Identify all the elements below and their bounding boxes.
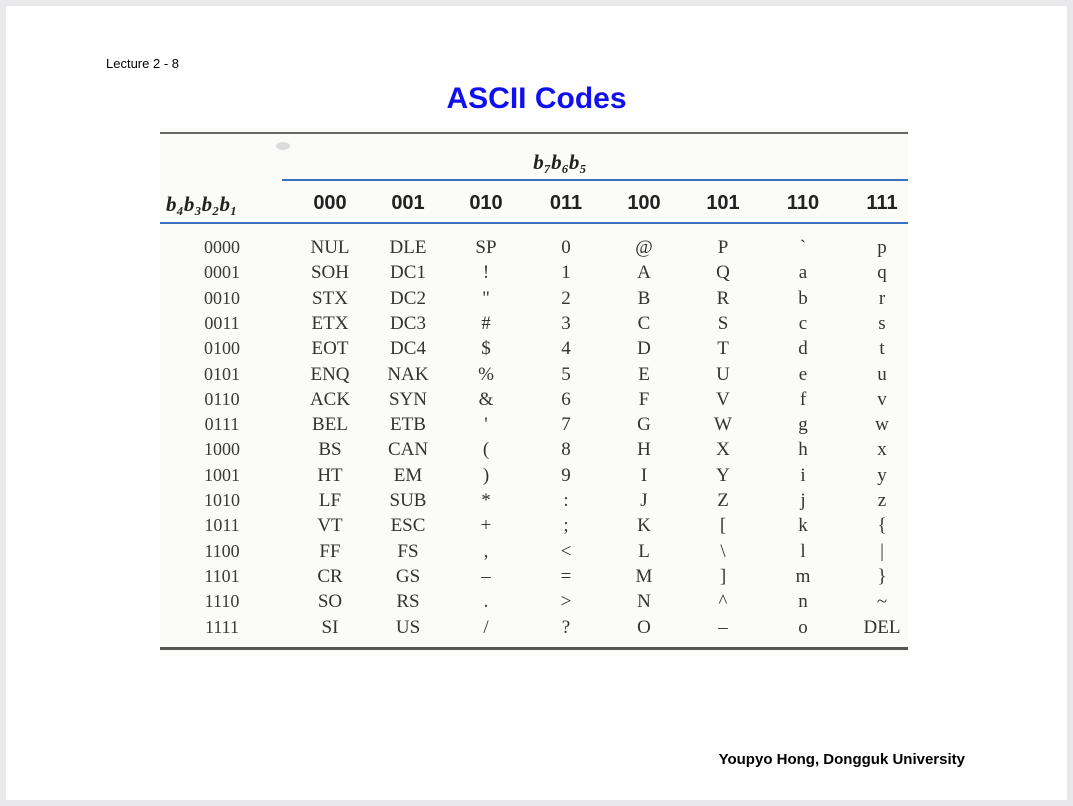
table-cell: k xyxy=(798,515,808,537)
slide-title: ASCII Codes xyxy=(446,82,627,115)
table-cell: } xyxy=(877,565,887,587)
column-header: 001 xyxy=(391,192,425,214)
footer-credit: Youpyo Hong, Dongguk University xyxy=(718,751,965,768)
table-cell: H xyxy=(637,439,651,461)
row-group-header: b₄b₃b₂b₁ xyxy=(166,192,238,216)
table-cell: : xyxy=(563,490,569,511)
table-cell: DEL xyxy=(863,616,901,638)
table-cell: F xyxy=(638,388,650,410)
table-cell: BS xyxy=(318,439,342,461)
table-cell: s xyxy=(878,312,886,334)
table-cell: u xyxy=(877,363,887,385)
table-cell: M xyxy=(635,565,653,587)
table-cell: CR xyxy=(317,565,343,587)
row-code-label: 0000 xyxy=(204,237,240,257)
table-cell: p xyxy=(877,237,887,258)
lecture-label: Lecture 2 - 8 xyxy=(106,56,179,71)
table-cell: [ xyxy=(719,515,727,537)
table-cell: ) xyxy=(482,464,490,486)
table-cell: DC2 xyxy=(390,287,426,309)
table-cell: 7 xyxy=(561,414,571,436)
table-cell: DC1 xyxy=(390,262,426,284)
scan-smudge xyxy=(276,142,290,150)
table-cell: B xyxy=(637,287,651,309)
table-cell: D xyxy=(637,338,651,360)
table-cell: * xyxy=(481,490,491,511)
row-code-label: 1000 xyxy=(204,439,240,460)
table-cell: y xyxy=(877,464,887,486)
table-cell: ENQ xyxy=(310,363,350,385)
table-cell: . xyxy=(483,591,489,613)
table-cell: Y xyxy=(716,464,730,486)
row-code-label: 1100 xyxy=(204,540,240,561)
table-cell: o xyxy=(798,616,808,638)
table-cell: e xyxy=(798,363,808,385)
row-code-label: 1010 xyxy=(204,490,240,510)
table-cell: EM xyxy=(393,464,423,486)
table-cell: q xyxy=(877,262,887,284)
column-header: 110 xyxy=(786,192,820,214)
table-cell: 1 xyxy=(561,262,571,284)
table-cell: Z xyxy=(717,490,729,511)
table-cell: 5 xyxy=(561,363,571,385)
table-cell: ETX xyxy=(311,312,349,334)
table-cell: x xyxy=(877,439,887,461)
row-code-label: 0010 xyxy=(204,287,240,308)
header-rule xyxy=(160,222,908,224)
table-cell: P xyxy=(717,237,729,258)
row-code-label: 1011 xyxy=(204,515,240,536)
table-cell: ! xyxy=(482,262,490,284)
table-cell: @ xyxy=(635,237,653,258)
table-cell: / xyxy=(483,616,489,638)
row-code-label: 0011 xyxy=(204,312,240,333)
row-code-label: 0100 xyxy=(204,338,240,359)
table-cell: l xyxy=(800,540,806,562)
table-cell: – xyxy=(481,565,491,587)
table-cell: US xyxy=(395,616,421,638)
table-cell: a xyxy=(798,262,808,284)
column-header: 011 xyxy=(549,192,583,214)
table-cell: O xyxy=(637,616,651,638)
table-cell: J xyxy=(640,490,648,511)
table-cell: G xyxy=(637,414,651,436)
table-cell: b xyxy=(798,287,808,309)
table-cell: $ xyxy=(481,338,491,360)
table-cell: VT xyxy=(317,515,343,537)
row-code-label: 1110 xyxy=(204,591,240,612)
table-cell: < xyxy=(560,540,572,562)
table-cell: N xyxy=(637,591,651,613)
table-cell: % xyxy=(478,363,494,385)
table-cell: K xyxy=(637,515,651,537)
table-cell: ` xyxy=(799,237,807,258)
table-cell: ACK xyxy=(309,388,351,410)
table-cell: ( xyxy=(482,439,490,461)
table-cell: CAN xyxy=(387,439,429,461)
table-cell: DLE xyxy=(389,237,427,258)
column-header: 100 xyxy=(627,192,661,214)
table-cell: SOH xyxy=(310,262,349,284)
table-cell: w xyxy=(875,414,889,436)
ascii-table xyxy=(160,128,908,656)
table-cell: ^ xyxy=(718,591,728,613)
table-cell: DC3 xyxy=(390,312,426,334)
table-cell: STX xyxy=(312,287,348,309)
table-cell: L xyxy=(638,540,650,562)
table-cell: 2 xyxy=(561,287,571,309)
table-cell: # xyxy=(481,312,491,334)
table-cell: BEL xyxy=(312,414,348,436)
table-cell: A xyxy=(637,262,651,284)
table-cell: n xyxy=(798,591,808,613)
table-cell: DC4 xyxy=(390,338,426,360)
table-cell: E xyxy=(638,363,650,385)
table-cell: 6 xyxy=(561,388,571,410)
table-cell: ' xyxy=(484,414,488,436)
table-cell: ETB xyxy=(390,414,426,436)
table-cell: R xyxy=(716,287,730,309)
table-top-rule xyxy=(160,132,908,134)
table-cell: U xyxy=(716,363,730,385)
table-cell: m xyxy=(795,565,811,587)
table-cell: C xyxy=(637,312,651,334)
table-cell: LF xyxy=(318,490,342,511)
table-cell: g xyxy=(798,414,808,436)
table-cell: Q xyxy=(716,262,730,284)
table-cell: HT xyxy=(317,464,343,486)
table-cell: – xyxy=(718,616,728,638)
table-cell: & xyxy=(478,388,494,410)
table-cell: SYN xyxy=(388,388,427,410)
row-code-label: 0110 xyxy=(204,388,240,409)
table-cell: 9 xyxy=(561,464,571,486)
table-cell: ? xyxy=(561,616,571,638)
row-code-label: 0101 xyxy=(204,363,240,384)
column-group-rule xyxy=(282,179,908,181)
table-cell: NAK xyxy=(387,363,429,385)
table-cell: SO xyxy=(317,591,343,613)
slide xyxy=(6,6,1067,800)
table-cell: GS xyxy=(395,565,421,587)
row-code-label: 1111 xyxy=(205,616,239,637)
column-header: 000 xyxy=(313,192,347,214)
table-cell: S xyxy=(717,312,729,334)
table-cell: EOT xyxy=(311,338,349,360)
table-cell: ~ xyxy=(876,591,888,613)
table-cell: t xyxy=(879,338,885,360)
table-cell: FF xyxy=(319,540,341,562)
table-cell: 8 xyxy=(561,439,571,461)
table-cell: = xyxy=(560,565,572,587)
row-code-label: 0111 xyxy=(204,414,240,435)
table-cell: SP xyxy=(475,237,497,258)
table-cell: V xyxy=(716,388,730,410)
table-cell: ESC xyxy=(390,515,426,537)
table-cell: v xyxy=(877,388,887,410)
table-cell: SI xyxy=(321,616,339,638)
table-cell: d xyxy=(798,338,808,360)
table-cell: f xyxy=(799,388,807,410)
table-cell: RS xyxy=(396,591,420,613)
table-cell: X xyxy=(716,439,730,461)
table-cell: W xyxy=(714,414,732,436)
table-cell: z xyxy=(877,490,887,511)
table-cell: 0 xyxy=(561,237,571,258)
table-cell: j xyxy=(800,490,806,511)
table-cell: r xyxy=(878,287,886,309)
table-cell: + xyxy=(480,515,492,537)
table-cell: \ xyxy=(720,540,726,562)
table-cell: ; xyxy=(563,515,569,537)
table-cell: { xyxy=(877,515,887,537)
table-cell: 3 xyxy=(561,312,571,334)
row-code-label: 1101 xyxy=(204,565,240,586)
column-group-header: b₇b₆b₅ xyxy=(533,150,587,174)
table-cell: T xyxy=(717,338,729,360)
table-cell: i xyxy=(800,464,806,486)
table-cell: h xyxy=(798,439,808,461)
table-cell: " xyxy=(482,287,490,309)
table-cell: > xyxy=(560,591,572,613)
table-cell: NUL xyxy=(310,237,350,258)
table-cell: | xyxy=(880,540,884,562)
table-cell: c xyxy=(798,312,808,334)
row-code-label: 0001 xyxy=(204,262,240,283)
table-cell: ] xyxy=(719,565,727,587)
row-code-label: 1001 xyxy=(204,464,240,485)
table-bottom-rule xyxy=(160,647,908,650)
table-cell: 4 xyxy=(561,338,571,360)
column-header: 010 xyxy=(469,192,503,214)
column-header: 101 xyxy=(706,192,740,214)
table-cell: , xyxy=(483,540,489,562)
table-cell: SUB xyxy=(389,490,427,511)
table-cell: I xyxy=(640,464,648,486)
column-header: 111 xyxy=(866,192,898,214)
table-cell: FS xyxy=(397,540,419,562)
